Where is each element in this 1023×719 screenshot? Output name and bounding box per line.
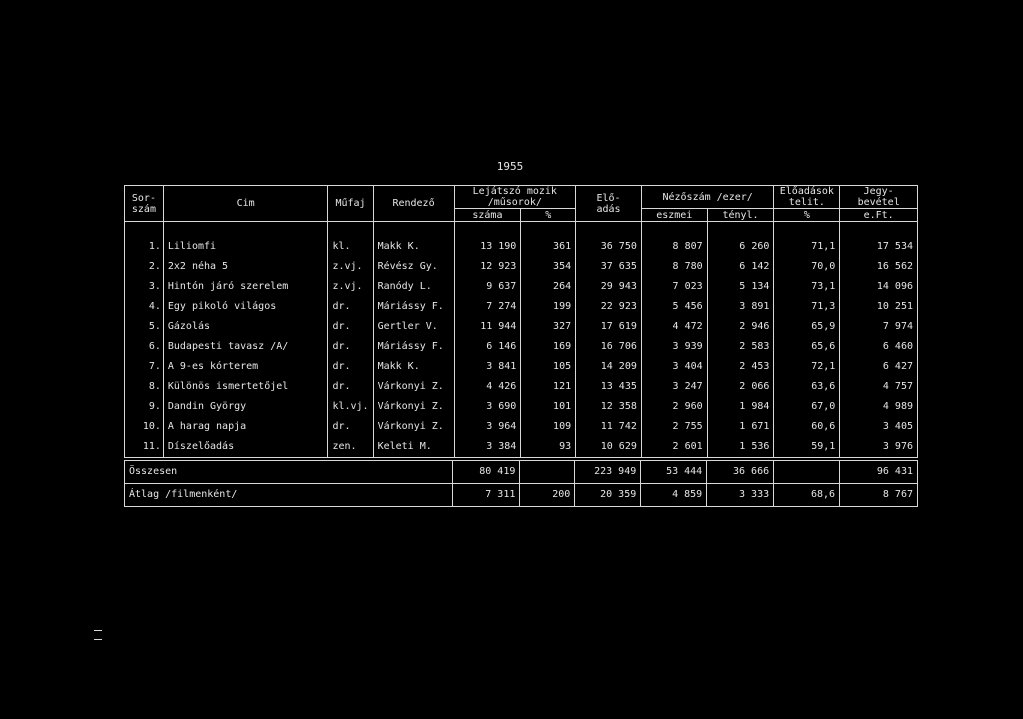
header-cim: Cim (163, 186, 328, 222)
cell-pct: 327 (521, 317, 576, 337)
cell-cim: Különös ismertetőjel (163, 377, 328, 397)
cell-index: 10. (125, 417, 164, 437)
cell-mozik: 3 384 (454, 437, 521, 458)
cell-eszmei: 4 472 (641, 317, 707, 337)
cell-mozik: 3 690 (454, 397, 521, 417)
cell-index: 11. (125, 437, 164, 458)
cell-eszmei: 8 780 (641, 257, 707, 277)
cell-eloadas: 36 750 (576, 237, 642, 257)
header-nezoszam: Nézőszám /ezer/ (641, 186, 774, 209)
cell-mozik: 3 964 (454, 417, 521, 437)
cell-mozik: 13 190 (454, 237, 521, 257)
cell-rendezo: Máriássy F. (373, 297, 454, 317)
summary-label: Összesen (125, 461, 453, 484)
cell-eloadas: 11 742 (576, 417, 642, 437)
cell-mufaj: zen. (328, 437, 373, 458)
cell-jegy: 3 405 (840, 417, 918, 437)
summary-row-atlag (125, 484, 918, 507)
cell-eszmei: 7 023 (641, 277, 707, 297)
cell-rendezo: Makk K. (373, 357, 454, 377)
header-nezo-tenyl: tényl. (707, 209, 774, 222)
cell-eloadas: 17 619 (576, 317, 642, 337)
year-heading: 1955 (496, 160, 524, 173)
cell-tenyl: 5 134 (707, 277, 774, 297)
cell-index: 2. (125, 257, 164, 277)
cell-eloadas: 13 435 (576, 377, 642, 397)
header-eloadasok-telit: Előadások telit. (774, 186, 840, 209)
cell-pct: 101 (521, 397, 576, 417)
summary-jegy: 8 767 (840, 484, 918, 507)
summary-tenyl: 3 333 (707, 484, 774, 507)
cell-telit: 65,6 (774, 337, 840, 357)
table-row (125, 337, 918, 357)
cell-mozik: 3 841 (454, 357, 521, 377)
cell-jegy: 6 460 (840, 337, 918, 357)
cell-rendezo: Gertler V. (373, 317, 454, 337)
cell-pct: 264 (521, 277, 576, 297)
cell-mufaj: kl.vj. (328, 397, 373, 417)
cell-cim: Hintón járó szerelem (163, 277, 328, 297)
cell-mozik: 7 274 (454, 297, 521, 317)
cell-index: 6. (125, 337, 164, 357)
header-eloadas: Elő- adás (576, 186, 642, 222)
cell-index: 4. (125, 297, 164, 317)
header-jegybevetel-unit: e.Ft. (840, 209, 918, 222)
cell-eloadas: 37 635 (576, 257, 642, 277)
cell-pct: 361 (521, 237, 576, 257)
summary-telit: 68,6 (774, 484, 840, 507)
cell-mufaj: dr. (328, 317, 373, 337)
cell-jegy: 16 562 (840, 257, 918, 277)
cell-rendezo: Várkonyi Z. (373, 397, 454, 417)
cell-tenyl: 2 066 (707, 377, 774, 397)
cell-eszmei: 3 247 (641, 377, 707, 397)
table-row (125, 237, 918, 257)
cell-index: 1. (125, 237, 164, 257)
cell-jegy: 14 096 (840, 277, 918, 297)
cell-telit: 73,1 (774, 277, 840, 297)
cell-telit: 71,3 (774, 297, 840, 317)
summary-pct: 200 (520, 484, 575, 507)
cell-eloadas: 14 209 (576, 357, 642, 377)
cell-cim: Budapesti tavasz /A/ (163, 337, 328, 357)
cell-index: 9. (125, 397, 164, 417)
cell-rendezo: Várkonyi Z. (373, 377, 454, 397)
summary-eszmei: 53 444 (641, 461, 707, 484)
table-row (125, 277, 918, 297)
cell-rendezo: Ranódy L. (373, 277, 454, 297)
cell-cim: A harag napja (163, 417, 328, 437)
cell-cim: Dandin György (163, 397, 328, 417)
cell-tenyl: 1 671 (707, 417, 774, 437)
cell-jegy: 10 251 (840, 297, 918, 317)
cell-eloadas: 29 943 (576, 277, 642, 297)
cell-eszmei: 3 939 (641, 337, 707, 357)
cell-mozik: 4 426 (454, 377, 521, 397)
cell-tenyl: 1 536 (707, 437, 774, 458)
cell-tenyl: 6 142 (707, 257, 774, 277)
cell-eszmei: 2 960 (641, 397, 707, 417)
header-sor-szam: Sor- szám (125, 186, 164, 222)
table-row (125, 297, 918, 317)
cell-cim: Egy pikoló világos (163, 297, 328, 317)
cell-tenyl: 2 946 (707, 317, 774, 337)
cell-mufaj: dr. (328, 337, 373, 357)
cell-eszmei: 2 601 (641, 437, 707, 458)
table-row (125, 257, 918, 277)
cell-eloadas: 22 923 (576, 297, 642, 317)
cell-eszmei: 2 755 (641, 417, 707, 437)
cell-eloadas: 10 629 (576, 437, 642, 458)
cell-telit: 60,6 (774, 417, 840, 437)
header-rendezo: Rendező (373, 186, 454, 222)
cell-rendezo: Makk K. (373, 237, 454, 257)
cell-cim: Liliomfi (163, 237, 328, 257)
cell-mufaj: dr. (328, 377, 373, 397)
cell-rendezo: Révész Gy. (373, 257, 454, 277)
cell-tenyl: 2 583 (707, 337, 774, 357)
cell-tenyl: 3 891 (707, 297, 774, 317)
cell-telit: 59,1 (774, 437, 840, 458)
header-lejatszo-pct: % (521, 209, 576, 222)
summary-eloadas: 223 949 (575, 461, 641, 484)
table-row (125, 377, 918, 397)
cell-pct: 93 (521, 437, 576, 458)
header-mufaj: Műfaj (328, 186, 373, 222)
summary-eszmei: 4 859 (641, 484, 707, 507)
footer-mark (94, 630, 102, 640)
cell-tenyl: 6 260 (707, 237, 774, 257)
cell-tenyl: 2 453 (707, 357, 774, 377)
cell-mufaj: dr. (328, 297, 373, 317)
summary-eloadas: 20 359 (575, 484, 641, 507)
cell-telit: 71,1 (774, 237, 840, 257)
cell-pct: 109 (521, 417, 576, 437)
cell-index: 8. (125, 377, 164, 397)
cell-mozik: 12 923 (454, 257, 521, 277)
cell-index: 7. (125, 357, 164, 377)
cell-mufaj: dr. (328, 357, 373, 377)
header-jegybevetel: Jegy- bevétel (840, 186, 918, 209)
cell-telit: 70,0 (774, 257, 840, 277)
table-row (125, 317, 918, 337)
cell-mozik: 9 637 (454, 277, 521, 297)
cell-eszmei: 5 456 (641, 297, 707, 317)
table-row (125, 357, 918, 377)
cell-telit: 67,0 (774, 397, 840, 417)
cell-rendezo: Keleti M. (373, 437, 454, 458)
header-nezo-eszmei: eszmei (641, 209, 707, 222)
summary-row-osszesen (125, 461, 918, 484)
cell-telit: 72,1 (774, 357, 840, 377)
summary-table (124, 460, 918, 507)
cell-pct: 199 (521, 297, 576, 317)
cell-cim: A 9-es kórterem (163, 357, 328, 377)
summary-telit (774, 461, 840, 484)
cell-mozik: 6 146 (454, 337, 521, 357)
cell-jegy: 3 976 (840, 437, 918, 458)
summary-jegy: 96 431 (840, 461, 918, 484)
table-row (125, 437, 918, 458)
summary-mozik: 7 311 (453, 484, 520, 507)
summary-label: Átlag /filmenként/ (125, 484, 453, 507)
cell-cim: Gázolás (163, 317, 328, 337)
cell-telit: 63,6 (774, 377, 840, 397)
cell-jegy: 4 757 (840, 377, 918, 397)
cell-pct: 354 (521, 257, 576, 277)
film-statistics-table (124, 185, 918, 458)
cell-mufaj: z.vj. (328, 257, 373, 277)
cell-eloadas: 16 706 (576, 337, 642, 357)
cell-jegy: 4 989 (840, 397, 918, 417)
cell-index: 5. (125, 317, 164, 337)
cell-mufaj: dr. (328, 417, 373, 437)
cell-eszmei: 3 404 (641, 357, 707, 377)
cell-mozik: 11 944 (454, 317, 521, 337)
cell-cim: 2x2 néha 5 (163, 257, 328, 277)
cell-mufaj: kl. (328, 237, 373, 257)
summary-pct (520, 461, 575, 484)
header-lejatszo-szama: száma (454, 209, 521, 222)
summary-mozik: 80 419 (453, 461, 520, 484)
cell-cim: Díszelőadás (163, 437, 328, 458)
table-row (125, 417, 918, 437)
cell-jegy: 6 427 (840, 357, 918, 377)
summary-tenyl: 36 666 (707, 461, 774, 484)
cell-pct: 121 (521, 377, 576, 397)
cell-jegy: 17 534 (840, 237, 918, 257)
header-eloadasok-pct: % (774, 209, 840, 222)
cell-jegy: 7 974 (840, 317, 918, 337)
cell-telit: 65,9 (774, 317, 840, 337)
cell-rendezo: Várkonyi Z. (373, 417, 454, 437)
cell-index: 3. (125, 277, 164, 297)
table-row (125, 397, 918, 417)
cell-pct: 105 (521, 357, 576, 377)
cell-eszmei: 8 807 (641, 237, 707, 257)
cell-pct: 169 (521, 337, 576, 357)
cell-mufaj: z.vj. (328, 277, 373, 297)
header-lejatszo-mozik: Lejátszó mozik /műsorok/ (454, 186, 576, 209)
cell-tenyl: 1 984 (707, 397, 774, 417)
cell-eloadas: 12 358 (576, 397, 642, 417)
cell-rendezo: Máriássy F. (373, 337, 454, 357)
